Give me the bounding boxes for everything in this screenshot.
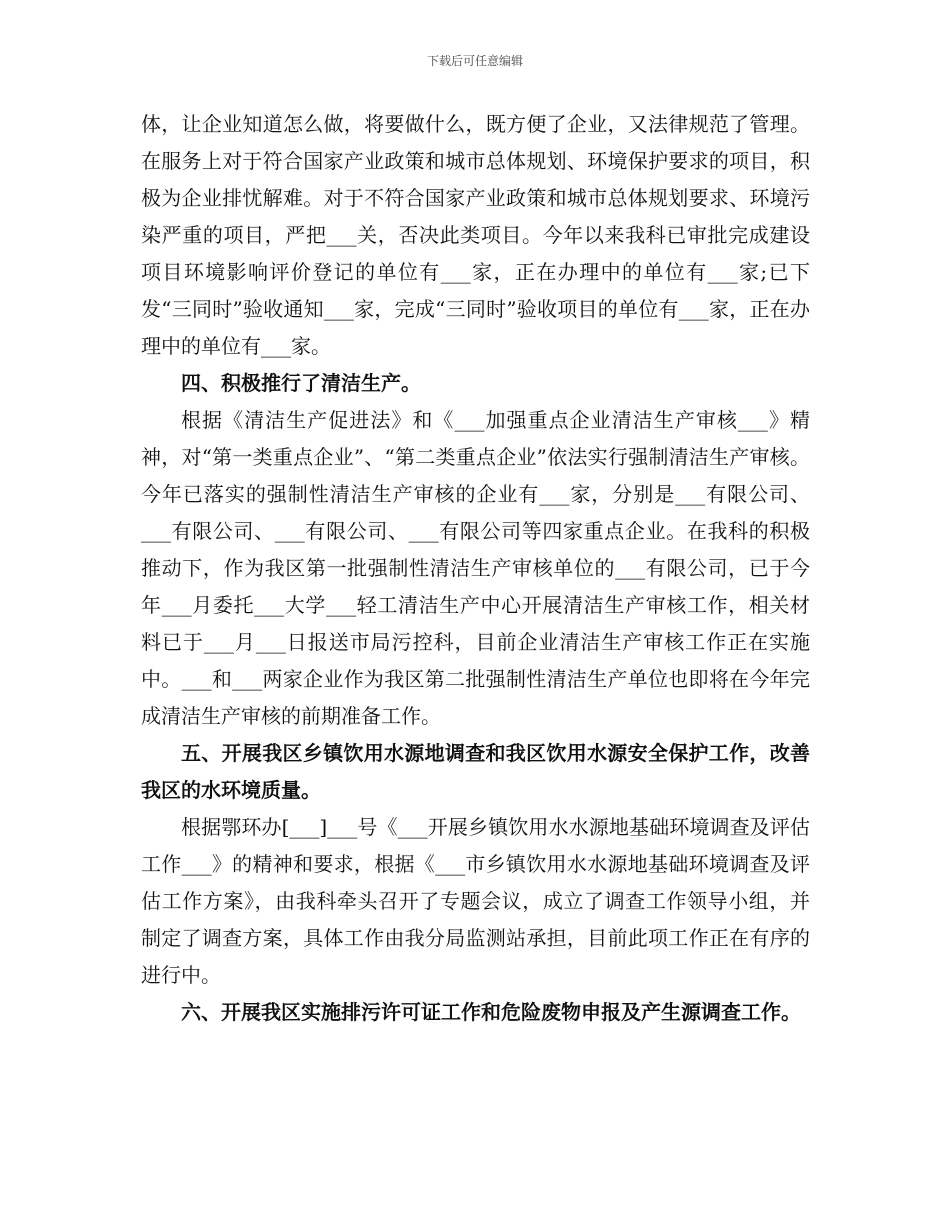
paragraph-continued: 体，让企业知道怎么做，将要做什么，既方便了企业，又法律规范了管理。在服务上对于符合国家产业政策和城市总体规划、环境保护要求的项目，积极为企业排忧解难。对于不符合国家产业政策和城市总体规划要求、环境污染严重的项目，严把___关，否决此类项目。今年以来我科已审批完成建设项目环境影响评价登记的单位有___家，正在办理中的单位有___家;已下发“三同时”验收通知___家，完成“三同时”验收项目的单位有___家，正在办理中的单位有___家。 <box>141 112 810 358</box>
section-heading-5: 五、开展我区乡镇饮用水源地调查和我区饮用水源安全保护工作，改善我区的水环境质量。 <box>141 741 810 802</box>
document-body <box>141 106 810 1031</box>
section-heading-6: 六、开展我区实施排污许可证工作和危险废物申报及产生源调查工作。 <box>181 1000 801 1024</box>
page-header: 下载后可任意编辑 <box>426 54 523 68</box>
paragraph-water-source: 根据鄂环办[___]___号《___开展乡镇饮用水水源地基础环境调查及评估工作___》的精神和要求，根据《___市乡镇饮用水水源地基础环境调查及评估工作方案》，由我科牵头召开了专题会议，成立了调查工作领导小组，并制定了调查方案，具体工作由我分局监测站承担，目前此项工作正在有序的进行中。 <box>141 815 810 987</box>
section-heading-4: 四、积极推行了清洁生产。 <box>181 371 421 395</box>
paragraph-clean-production: 根据《清洁生产促进法》和《___加强重点企业清洁生产审核___》精神，对“第一类重点企业”、“第二类重点企业”依法实行强制清洁生产审核。今年已落实的强制性清洁生产审核的企业有___家，分别是___有限公司、___有限公司、___有限公司、___有限公司等四家重点企业。在我科的积极推动下，作为我区第一批强制性清洁生产审核单位的___有限公司，已于今年___月委托___大学___轻工清洁生产中心开展清洁生产审核工作，相关材料已于___月___日报送市局污控科，目前企业清洁生产审核工作正在实施中。___和___两家企业作为我区第二批强制性清洁生产单位也即将在今年完成清洁生产审核的前期准备工作。 <box>141 408 810 728</box>
